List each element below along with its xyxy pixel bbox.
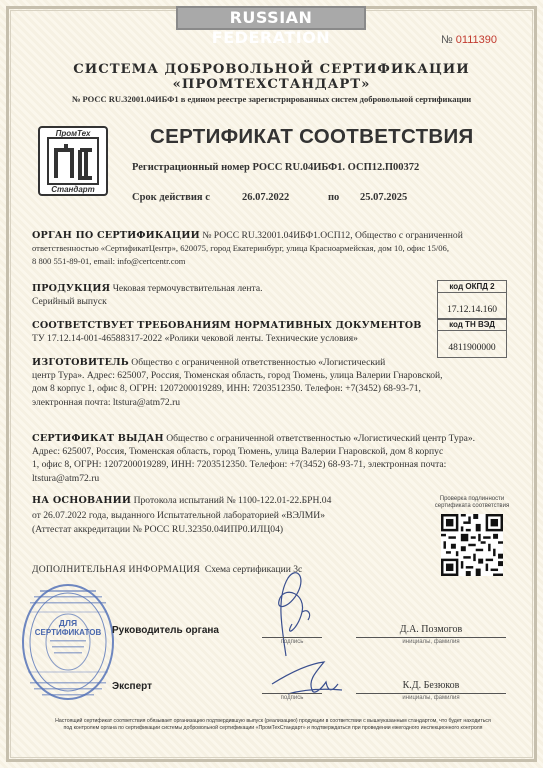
validity-to-label: по	[328, 192, 340, 203]
qr-caption-line1: Проверка подлинности	[439, 496, 505, 502]
basis-section	[32, 494, 422, 538]
registration-number: Регистрационный номер РОСС RU.04ИБФ1. ОСП12.П00372	[132, 162, 420, 173]
tnved-code-label: код ТН ВЭД	[438, 319, 506, 331]
system-registry-line: № РОСС RU.32001.04ИБФ1 в едином реестре зарегистрированных систем добровольной сертификации	[71, 94, 472, 104]
manufacturer-line3: дом 8 корпус 1, офис 8, ОГРН: 1207200019289, ИНН: 7203512350. Телефон: +7(3452) 68-93-71,	[32, 383, 421, 395]
issued-to-section	[32, 432, 514, 485]
product-section	[32, 282, 427, 308]
logo-top-text: ПромТех	[55, 129, 91, 138]
product-line2: Серийный выпуск	[32, 296, 107, 308]
system-title-line1: СИСТЕМА ДОБРОВОЛЬНОЙ СЕРТИФИКАЦИИ	[73, 62, 470, 77]
basis-line1: Протокола испытаний № 1100-122.01-22.БРН.04	[133, 495, 332, 506]
expert-name-caption: инициалы, фамилия	[402, 695, 460, 701]
certification-body-line3: 8 800 551-89-01, email: info@certcentr.com	[32, 256, 186, 267]
certification-stamp	[20, 582, 116, 702]
issued-to-heading: СЕРТИФИКАТ ВЫДАН	[32, 433, 164, 444]
footnote	[38, 718, 508, 731]
head-sign-line	[262, 637, 322, 638]
expert-signature-line	[356, 693, 506, 694]
manufacturer-heading: ИЗГОТОВИТЕЛЬ	[32, 357, 129, 368]
basis-line2: от 26.07.2022 года, выданного Испытательной лабораторией «ВЭЛМИ»	[32, 509, 326, 521]
stamp-word-1: ДЛЯ	[58, 618, 78, 628]
issued-to-line2: Адрес: 625007, Россия, Тюменская область, город Тюмень, улица Валерии Гнаровской, дом 8 корпус	[32, 446, 444, 458]
okpd-code-value: 17.12.14.160	[447, 305, 497, 315]
additional-info-section	[32, 563, 432, 576]
logo-bottom-text: Стандарт	[51, 185, 95, 194]
stamp-word-2: СЕРТИФИКАТОВ	[34, 628, 102, 637]
certificate-title: СЕРТИФИКАТ СООТВЕТСТВИЯ	[150, 125, 474, 148]
serial-number	[441, 34, 497, 46]
head-signature-line	[356, 637, 506, 638]
issued-to-line3: 1, офис 8, ОГРН: 1207200019289, ИНН: 7203512350. Телефон: +7(3452) 68-93-71, электронная почта:	[32, 459, 447, 471]
head-sign-caption: подпись	[280, 639, 304, 645]
serial-number-value: 0111390	[455, 34, 497, 46]
product-line1: Чековая термочувствительная лента.	[112, 283, 263, 294]
issued-to-line4: ltstura@atm72.ru	[32, 472, 100, 484]
manufacturer-line4: электронная почта: ltstura@atm72.ru	[32, 396, 181, 408]
manufacturer-line2: центр Тура». Адрес: 625007, Россия, Тюменская область, город Тюмень, улица Валерии Гнаровской,	[32, 370, 443, 382]
expert-sign-caption: подпись	[280, 695, 304, 701]
expert-signatory-label: Эксперт	[112, 681, 153, 692]
footnote-line2: под контролем органа по сертификации системы добровольной сертификации «ПромТехСтандарт» и подтверждаться при проведении ежегодного инспекционного контроля	[63, 724, 483, 731]
certification-body-heading: ОРГАН ПО СЕРТИФИКАЦИИ	[32, 230, 200, 241]
validity-date-from: 26.07.2022	[242, 192, 290, 203]
head-signatory-name: Д.А. Позмогов	[399, 624, 463, 635]
certification-body-section	[32, 229, 512, 269]
validity-label: Срок действия с	[132, 192, 210, 203]
issued-to-line1: Общество с ограниченной ответственностью «Логистический центр Тура».	[166, 433, 476, 444]
manufacturer-line1: Общество с ограниченной ответственностью «Логистический	[131, 357, 386, 368]
tnved-code-box	[437, 318, 507, 358]
authenticity-check	[434, 496, 510, 576]
conformity-heading: СООТВЕТСТВУЕТ ТРЕБОВАНИЯМ НОРМАТИВНЫХ ДОКУМЕНТОВ	[32, 320, 422, 331]
validity-date-to: 25.07.2025	[360, 192, 408, 203]
expert-name: К.Д. Безюков	[402, 680, 460, 691]
footnote-line1: Настоящий сертификат соответствия обязывает организацию подтвердившую выпуск (реализацию) продукции в соответствии с вышеуказанным стандартом, что будет находиться	[55, 718, 491, 724]
qr-caption-line2: сертификата соответствия	[434, 503, 510, 509]
tnved-code-value: 4811900000	[448, 343, 496, 353]
conformity-section	[32, 319, 432, 345]
promtekh-logo	[38, 126, 108, 196]
qr-code[interactable]	[441, 514, 503, 576]
additional-info-heading: ДОПОЛНИТЕЛЬНАЯ ИНФОРМАЦИЯ	[32, 564, 201, 575]
additional-info-text: Схема сертификации 3с	[204, 564, 303, 575]
serial-number-label: №	[440, 34, 453, 46]
manufacturer-section	[32, 356, 512, 409]
conformity-line1: ТУ 17.12.14-001-46588317-2022 «Ролики чековой ленты. Технические условия»	[32, 333, 358, 345]
head-name-caption: инициалы, фамилия	[402, 639, 460, 645]
okpd-code-label: код ОКПД 2	[438, 281, 506, 293]
certification-body-line1: № РОСС RU.32001.04ИБФ1.ОСП12, Общество с ограниченной	[202, 230, 463, 241]
basis-line3: (Аттестат аккредитации № РОСС RU.32350.04ИПР0.ИЛЦ04)	[32, 524, 284, 535]
expert-sign-line	[262, 693, 322, 694]
certification-body-line2: ответственностью «СертификатЦентр», 620075, город Екатеринбург, улица Красноармейская, дом 10, офис 15/06,	[32, 243, 450, 254]
country-banner: RUSSIAN FEDERATION	[176, 6, 366, 30]
product-heading: ПРОДУКЦИЯ	[32, 283, 111, 294]
basis-heading: НА ОСНОВАНИИ	[32, 495, 132, 506]
okpd-code-box	[437, 280, 507, 320]
system-title-line2: «ПРОМТЕХСТАНДАРТ»	[172, 77, 371, 92]
head-signatory-label: Руководитель органа	[112, 625, 219, 636]
